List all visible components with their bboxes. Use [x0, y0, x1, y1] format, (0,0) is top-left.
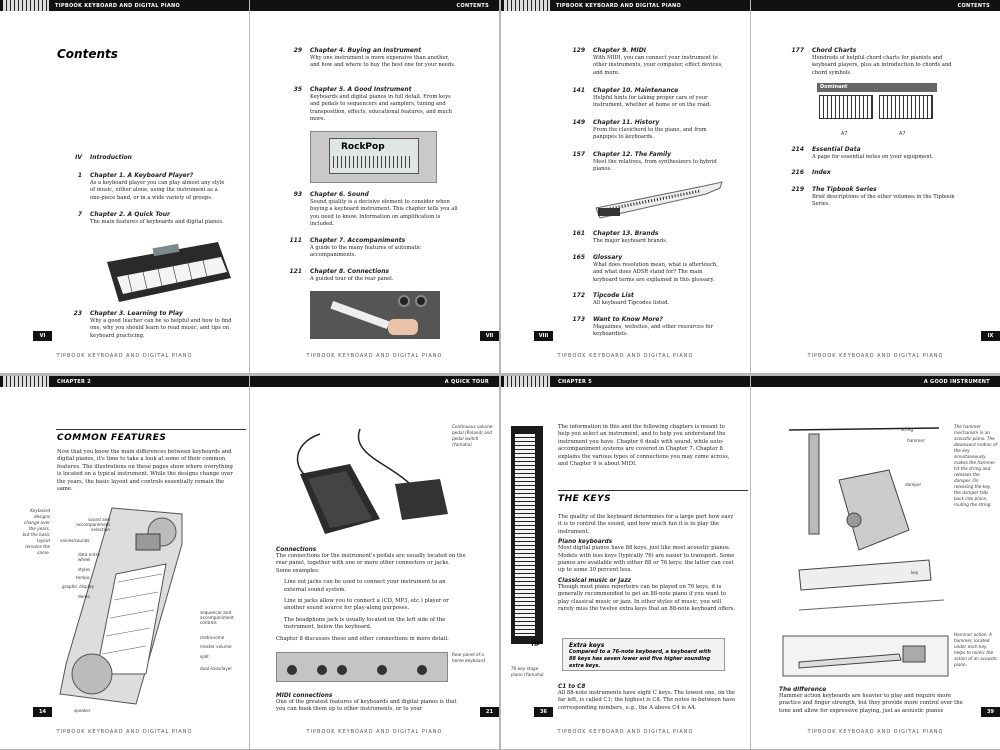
toc-entry[interactable]: 214 Essential Data A page for essential notes on your equipment.	[791, 146, 934, 160]
body-text: The quality of the keyboard determines for a large part how easy it is to control the sound, and how much fun it is to play the instrument.	[558, 514, 734, 535]
body-text: One of the greatest features of keyboards and digital pianos is that you can hook them up to other instruments, or to your	[276, 699, 457, 713]
diagram-label: sound and accompaniment selection	[76, 517, 110, 532]
toc-entry[interactable]: 93 Chapter 6. Sound Sound quality is a decisive element to consider when buying a keyboard instrument. This chapter tells you all you need to know. Information on amplification is included.	[293, 191, 458, 228]
chord-keyboard-diagram	[879, 95, 933, 119]
footer: TIPBOOK KEYBOARD AND DIGITAL PIANO	[557, 729, 694, 735]
subheading: Piano keyboards	[558, 539, 613, 546]
running-header	[0, 0, 249, 11]
diagram-label: hammer	[907, 438, 925, 443]
footer: TIPBOOK KEYBOARD AND DIGITAL PIANO	[306, 353, 443, 359]
page-number: VI	[33, 331, 52, 341]
body-text: Though most piano repertoire can be played on 76 keys, it is generally recommended to get an 88-note piano if you want to play classical music or jazz. In other styles of music, you will rarely miss the twelve extra keys that an 88-note keyboard offers.	[558, 583, 736, 613]
subheading: MIDI connections	[276, 693, 333, 699]
diagram-label: string	[901, 427, 914, 432]
keyboard-diagram	[56, 504, 196, 714]
diagram-label: dual-/clos/layer	[200, 666, 233, 671]
body-text: Hammer action keyboards are heavier to play and require more practice and finger strength, but they provide more control over the tone and allow for expressive playing, just as acoustic pianos	[779, 693, 963, 714]
toc-entry[interactable]: 121 Chapter 8. Connections A guided tour of the rear panel.	[289, 268, 394, 282]
diagram-label: voices/sounds	[60, 538, 90, 543]
footer: TIPBOOK KEYBOARD AND DIGITAL PIANO	[56, 729, 193, 735]
toc-entry[interactable]: 29 Chapter 4. Buying an Instrument Why one instrument is more expensive than another, and how and where to buy the best one for your needs.	[293, 47, 456, 69]
side-caption: Keyboard designs change over the years, but the basic layout remains the same.	[22, 508, 50, 555]
page-contents-ix	[751, 0, 1000, 373]
connections-section	[276, 544, 466, 643]
toc-entry[interactable]: 172 Tipcode List All keyboard Tipcodes listed.	[572, 292, 670, 306]
subheading: The difference	[779, 687, 827, 693]
page-number: 36	[534, 707, 553, 717]
body-text: The information in this and the following chapters is meant to help you select an instrument, and to help you understand the instrument you have. Chapter 6 deals with sound, while auto-accompaniment systems are covered in Chapter 7. Chapter 8 explains the various types of connections you may come across, and Chapter 9 is about MIDI.	[558, 424, 730, 468]
header-title: CHAPTER 2	[57, 379, 91, 385]
header-title: TIPBOOK KEYBOARD AND DIGITAL PIANO	[55, 3, 181, 9]
chord-label: A7	[899, 131, 906, 137]
toc-entry[interactable]: 157 Chapter 12. The Family Meet the relatives, from synthesizers to hybrid pianos.	[572, 151, 717, 173]
section-title: COMMON FEATURES	[57, 433, 167, 443]
footer: TIPBOOK KEYBOARD AND DIGITAL PIANO	[807, 353, 944, 359]
diagram-label: styles	[78, 567, 91, 572]
chord-keyboard-diagram	[819, 95, 873, 119]
page-number: 14	[33, 707, 52, 717]
page-36	[501, 376, 750, 749]
toc-entry[interactable]: 111 Chapter 7. Accompaniments A guide to the many features of automatic accompaniments.	[289, 237, 422, 259]
side-caption: Rear panel of a home keyboard	[452, 652, 485, 663]
toc-entry[interactable]: 165 Glossary What does resolution mean, what is aftertouch, and what does ADSR stand for? The main keyboard terms are explained in this glossary.	[572, 254, 718, 283]
footer: TIPBOOK KEYBOARD AND DIGITAL PIANO	[306, 729, 443, 735]
diagram-label: demo	[78, 594, 90, 599]
chord-chart-header: Dominant	[817, 83, 937, 92]
page-number: 21	[480, 707, 499, 717]
subheading: Connections	[276, 547, 317, 553]
page-number: IX	[981, 331, 1000, 341]
toc-entry[interactable]: 1 Chapter 1. A Keyboard Player? As a keyboard player you can play almost any style of music, either alone, using the instrument as a one-piece band, or in a wide variety of groups.	[77, 172, 225, 201]
page-number: VII	[480, 331, 499, 341]
diagram-label: graphic display	[62, 584, 94, 589]
diagram-label: split	[200, 654, 209, 659]
subheading: Classical music or jazz	[558, 577, 631, 584]
diagram-label: sequencer and accompaniment controls	[200, 610, 234, 625]
piano-keys-icon	[504, 376, 550, 387]
diagram-label: tempo	[76, 575, 90, 580]
toc-entry[interactable]: 141 Chapter 10. Maintenance Helpful hints for taking proper care of your instrument, whether at home or on the road.	[572, 87, 711, 109]
body-text: Most digital pianos have 88 keys, just like most acoustic pianos. Models with less keys (typically 76) are easier to transport. Some pianos are available with either 88 or 76 keys; the latter can cost up to some 30 percent less.	[558, 545, 735, 574]
c1-section	[558, 681, 738, 712]
side-caption: Hammer action. A hammer, located under each key, helps to mimic the action of an acoustic piano.	[954, 632, 998, 667]
piano-keys-icon	[3, 376, 49, 387]
header-title: A GOOD INSTRUMENT	[923, 379, 990, 385]
toc-entry[interactable]: 23 Chapter 3. Learning to Play Why a good teacher can be so helpful and how to find one, why you should learn to read music, and tips on keyboard practicing.	[73, 310, 232, 339]
body-text: Now that you know the main differences between keyboards and digital pianos, it's time to take a look at some of their common features. The illustrations on these pages show where everything is located on a typical instrument. While the designs change over the years, the basic layout and controls essentially remain the same.	[57, 449, 233, 493]
piano-keys-icon	[3, 0, 49, 11]
tip-heading: Extra keys	[569, 642, 605, 649]
toc-entry[interactable]: 161 Chapter 13. Brands The major keyboard brands.	[572, 230, 668, 244]
hammer-mechanism-diagram	[779, 420, 949, 625]
toc-entry[interactable]: IV Introduction	[75, 154, 132, 161]
page-number: VIII	[534, 331, 553, 341]
midi-section	[276, 690, 466, 714]
pedal-photo	[280, 424, 450, 539]
bullet-item: Line in jacks allow you to connect a (CD, MP3, etc.) player or another sound source for play-along purposes.	[284, 598, 449, 612]
footer: TIPBOOK KEYBOARD AND DIGITAL PIANO	[56, 353, 193, 359]
rear-panel-diagram	[276, 652, 448, 682]
diagram-label: speaker	[74, 708, 91, 713]
body-text: The connections for the instrument's pedals are usually located on the rear panel, together with one or more other connectors or jacks. Some examples:	[276, 553, 466, 574]
difference-section	[779, 684, 969, 715]
toc-entry[interactable]: 219 The Tipbook Series Brief descriptions of the other volumes in the Tipbook Series.	[791, 186, 955, 208]
tip-label: TIP	[531, 642, 540, 648]
page-contents-vi	[0, 0, 249, 373]
header-title: TIPBOOK KEYBOARD AND DIGITAL PIANO	[556, 3, 682, 9]
body-text: Chapter 8 discusses these and other connections in more detail.	[276, 635, 449, 642]
toc-entry[interactable]: 216 Index	[791, 169, 831, 176]
hammer-action-diagram	[779, 632, 954, 680]
page-14	[0, 376, 249, 749]
tip-text: Compared to a 76-note keyboard, a keyboard with 88 keys has seven lower and five higher sounding extra keys.	[569, 649, 711, 669]
page-39	[751, 376, 1000, 749]
subheading: C1 to C8	[558, 684, 586, 690]
toc-entry[interactable]: 35 Chapter 5. A Good Instrument Keyboards and digital pianos in full detail. From keys and pedals to sequencers and samplers, tuning and transposition, effects, educational features, and much more.	[293, 86, 452, 123]
display-screen-photo	[310, 131, 437, 183]
stage-piano-photo	[511, 426, 543, 644]
keyboard-photo	[103, 232, 233, 304]
display-text: RockPop	[341, 142, 385, 152]
keytar-photo	[594, 178, 724, 220]
diagram-label: key	[911, 570, 919, 575]
diagram-label: metronome	[200, 635, 225, 640]
header-title: CONTENTS	[456, 3, 489, 9]
tip-box	[562, 638, 725, 671]
bullet-item: The headphone jack is usually located on the left side of the instrument, below the keyboard.	[284, 616, 446, 631]
diagram-label: damper	[905, 482, 922, 487]
keys-section	[558, 514, 738, 613]
diagram-label: master volume	[200, 644, 232, 649]
side-caption: 76-key stage piano (Yamaha)	[511, 666, 544, 677]
rear-panel-photo	[310, 291, 440, 339]
page-contents-vii	[250, 0, 499, 373]
toc-entry[interactable]: 149 Chapter 11. History From the clavichord to the piano, and from panpipes to keyboards.	[572, 119, 707, 141]
page-contents-viii	[501, 0, 750, 373]
toc-entry[interactable]: 173 Want to Know More? Magazines, websites, and other resources for keyboardists.	[572, 316, 713, 338]
header-title: CHAPTER 5	[558, 379, 592, 385]
side-caption: Continuous volume pedal (Roland) and pedal switch (Yamaha)	[452, 424, 493, 447]
bullet-item: Line out jacks can be used to connect your instrument to an external sound system.	[284, 579, 446, 593]
footer: TIPBOOK KEYBOARD AND DIGITAL PIANO	[807, 729, 944, 735]
header-title: CONTENTS	[957, 3, 990, 9]
piano-keys-icon	[504, 0, 550, 11]
page-number: 39	[981, 707, 1000, 717]
footer: TIPBOOK KEYBOARD AND DIGITAL PIANO	[557, 353, 694, 359]
toc-entry[interactable]: 7 Chapter 2. A Quick Tour The main features of keyboards and digital pianos.	[77, 211, 224, 225]
diagram-label: data entry wheel	[78, 552, 100, 562]
toc-entry[interactable]: 129 Chapter 9. MIDI With MIDI, you can connect your instrument to other instruments, your computer, effect devices, and more.	[572, 47, 723, 76]
toc-entry[interactable]: 177 Chord Charts Hundreds of helpful chord charts for pianists and keyboard players, plus an introduction to chords and chord symbols.	[791, 47, 952, 76]
contents-title: Contents	[57, 47, 118, 61]
header-title: A QUICK TOUR	[444, 379, 489, 385]
side-caption: The hammer mechanism in an acoustic piano. The downward motion of the key simultaneously makes the hammer hit the string and releases the damper. On releasing the key, the damper falls back into place, muting the string.	[954, 424, 998, 507]
section-title: THE KEYS	[558, 494, 612, 504]
body-text: All 88-note instruments have eight C keys. The lowest one, on the far left, is called C1; the highest is C8. The notes in-between have corresponding numbers, e.g., the A above C4 is A4.	[558, 690, 736, 711]
page-21	[250, 376, 499, 749]
chord-label: A7	[841, 131, 848, 137]
